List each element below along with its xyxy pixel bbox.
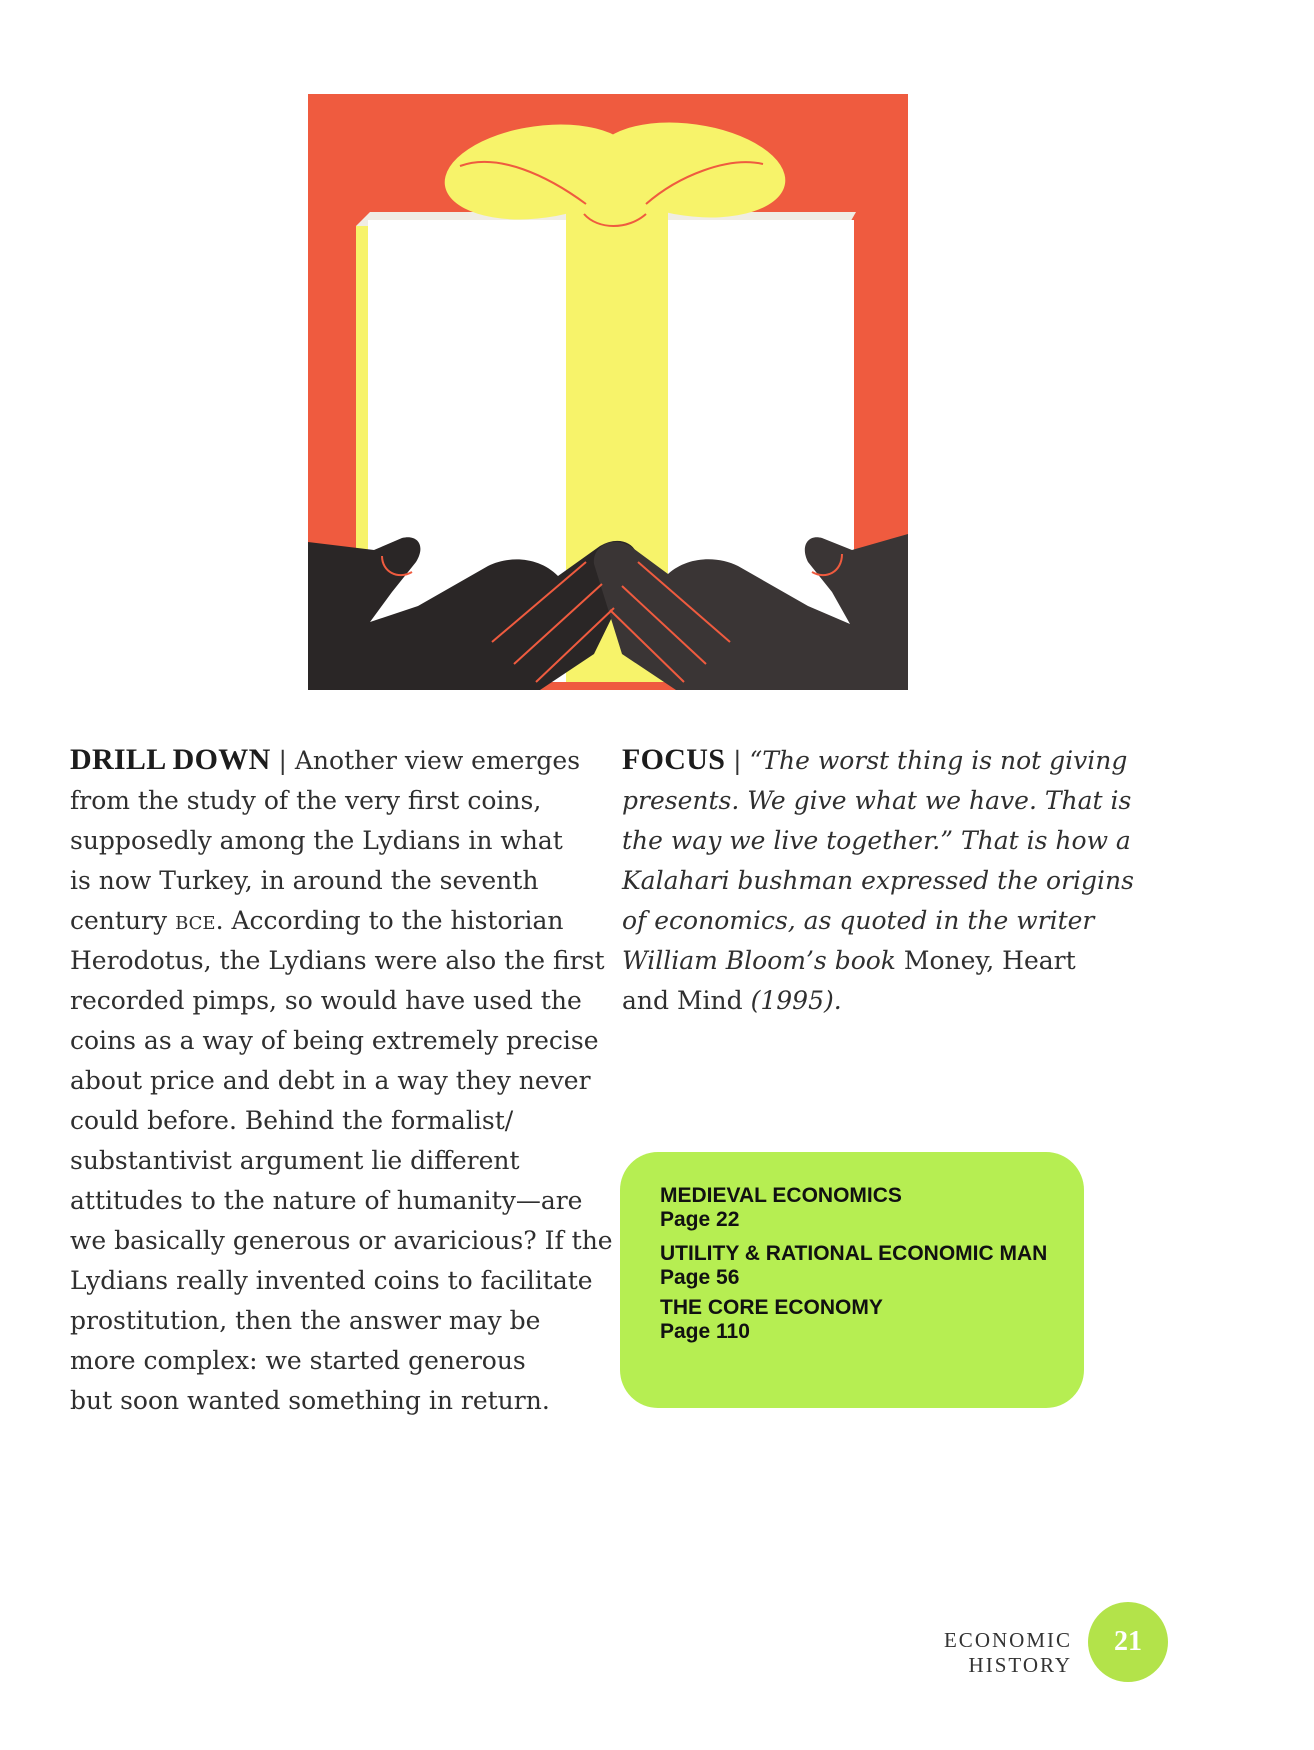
- drill-down-text-line: could before. Behind the formalist/: [70, 1106, 514, 1135]
- drill-down-text-line: but soon wanted something in return.: [70, 1386, 550, 1415]
- section-title: ECONOMIC HISTORY: [943, 1628, 1072, 1677]
- focus-quote-line: Kalahari bushman expressed the origins: [622, 866, 1134, 895]
- focus-quote-line: the way we live together.” That is how a: [622, 826, 1131, 855]
- focus-quote-line: of economics, as quoted in the writer: [622, 906, 1095, 935]
- drill-down-text-line: Another view emerges: [294, 746, 581, 775]
- cross-reference-box: [620, 1152, 1084, 1408]
- focus-book-line: [622, 981, 1092, 1021]
- drill-down-first-line: [70, 740, 590, 781]
- drill-down-text-line: is now Turkey, in around the seventh: [70, 866, 539, 895]
- drill-down-separator: |: [270, 746, 295, 775]
- book-title-continued: and Mind: [622, 986, 751, 1015]
- cross-reference-page: Page 56: [660, 1266, 740, 1289]
- cross-reference-title: THE CORE ECONOMY: [660, 1296, 883, 1319]
- drill-down-text-line: we basically generous or avaricious? If the: [70, 1226, 613, 1255]
- cross-reference-page: Page 22: [660, 1208, 740, 1231]
- drill-down-text-fragment: . According to the historian: [215, 906, 564, 935]
- drill-down-text-line: attitudes to the nature of humanity—are: [70, 1186, 583, 1215]
- drill-down-text-line: recorded pimps, so would have used the: [70, 986, 582, 1015]
- drill-down-text-line: from the study of the very first coins,: [70, 786, 542, 815]
- cross-reference-item[interactable]: [660, 1242, 1047, 1290]
- drill-down-text-line: Lydians really invented coins to facilitate: [70, 1266, 593, 1295]
- drill-down-text-line: Herodotus, the Lydians were also the first: [70, 946, 605, 975]
- drill-down-text-line-era: [70, 901, 590, 941]
- focus-separator: |: [725, 746, 750, 775]
- focus-quote-line: presents. We give what we have. That is: [622, 786, 1132, 815]
- drill-down-label: DRILL DOWN: [70, 743, 271, 776]
- cross-reference-item[interactable]: [660, 1296, 883, 1344]
- drill-down-section: [70, 740, 613, 1421]
- era-abbreviation: bce: [175, 906, 216, 935]
- drill-down-text-line: supposedly among the Lydians in what: [70, 826, 563, 855]
- focus-label: FOCUS: [622, 743, 726, 776]
- focus-quote-line: “The worst thing is not giving: [749, 746, 1128, 775]
- focus-section: [622, 740, 1134, 1021]
- drill-down-text-line: prostitution, then the answer may be: [70, 1306, 541, 1335]
- drill-down-text-line: substantivist argument lie different: [70, 1146, 520, 1175]
- drill-down-text-line: coins as a way of being extremely precise: [70, 1026, 599, 1055]
- cross-reference-title: MEDIEVAL ECONOMICS: [660, 1184, 902, 1207]
- focus-book-line: [622, 941, 1092, 981]
- drill-down-text-fragment: century: [70, 906, 176, 935]
- gift-illustration: [308, 94, 908, 690]
- cross-reference-item[interactable]: [660, 1184, 902, 1232]
- cross-reference-title: UTILITY & RATIONAL ECONOMIC MAN: [660, 1242, 1048, 1265]
- focus-first-line: [622, 740, 1128, 781]
- book-title: Money, Heart: [903, 946, 1076, 975]
- focus-author: William Bloom’s book: [622, 946, 904, 975]
- cross-reference-page: Page 110: [660, 1320, 750, 1343]
- drill-down-text-line: about price and debt in a way they never: [70, 1066, 591, 1095]
- page-number-badge: 21: [1088, 1602, 1168, 1682]
- drill-down-text-line: more complex: we started generous: [70, 1346, 526, 1375]
- book-year: (1995).: [750, 986, 842, 1015]
